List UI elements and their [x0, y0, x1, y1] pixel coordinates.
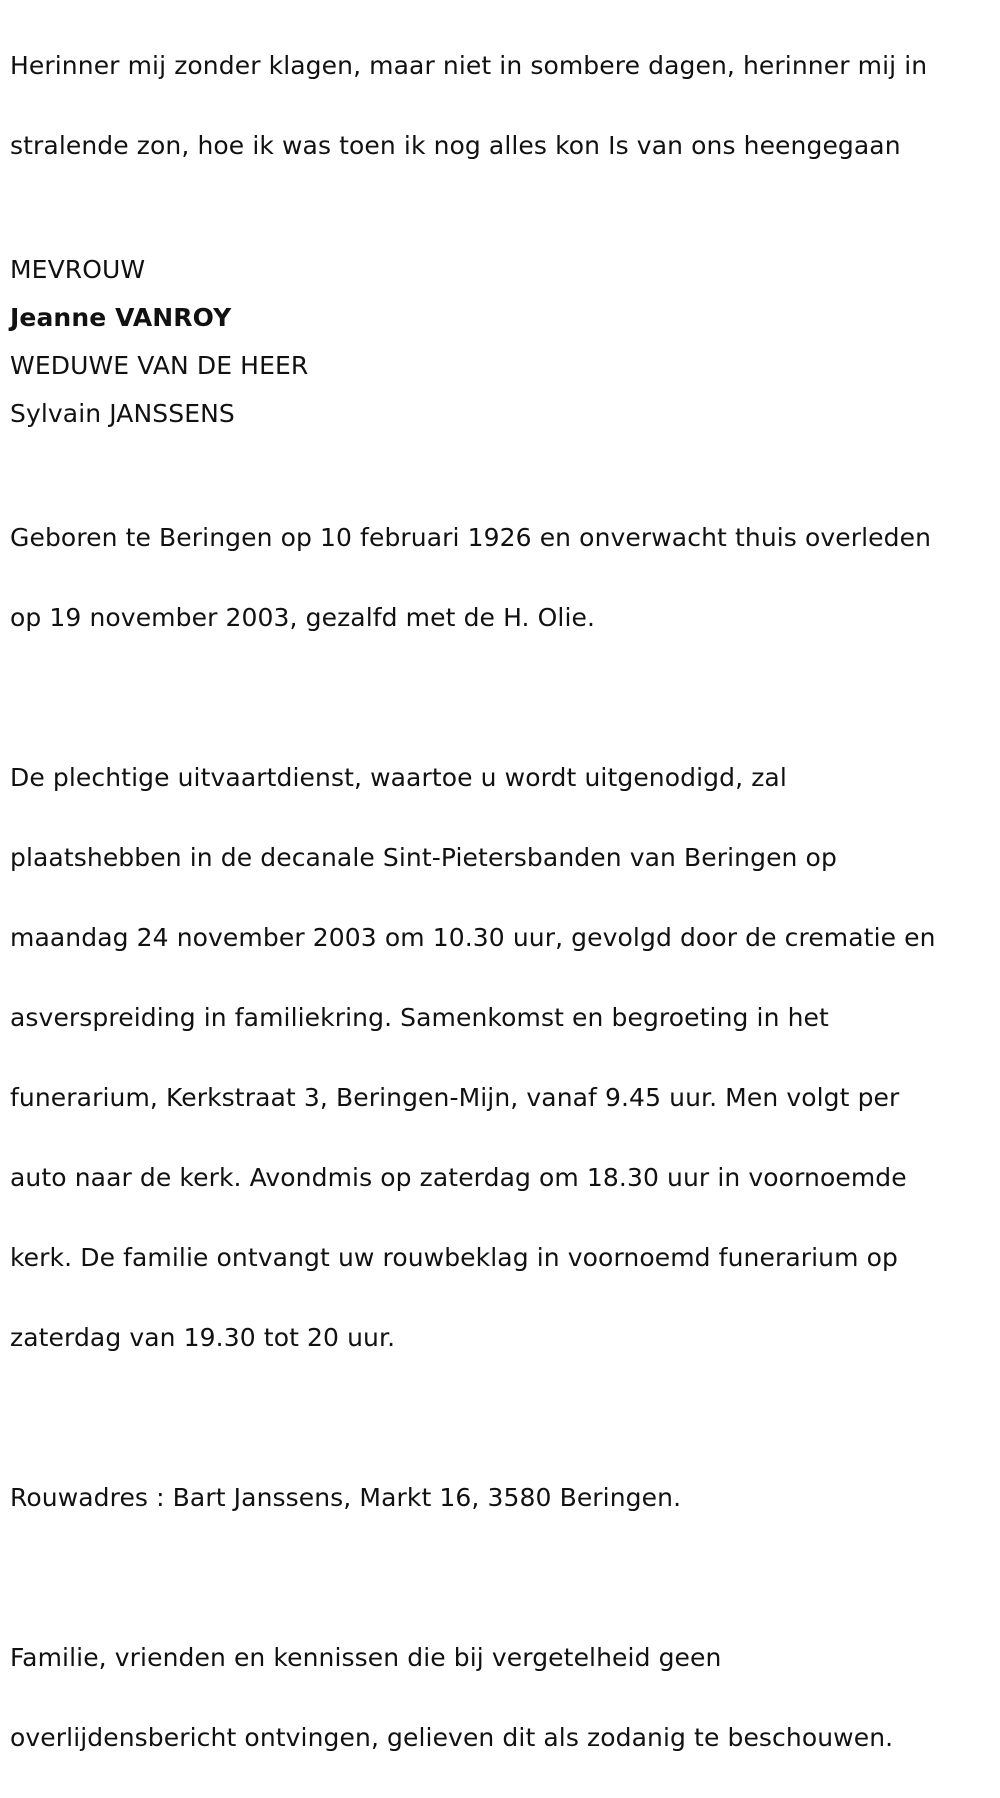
mourning-address: Rouwadres : Bart Janssens, Markt 16, 3580 Beringen. — [10, 1483, 682, 1512]
text-line: Familie, vrienden en kennissen die bij vergetelheid geen — [10, 1643, 722, 1672]
text-line: asverspreiding in familiekring. Samenkomst en begroeting in het — [10, 1003, 829, 1032]
text-line: funerarium, Kerkstraat 3, Beringen-Mijn, vanaf 9.45 uur. Men volgt per — [10, 1083, 900, 1112]
poem-verse — [10, 6, 995, 206]
deceased-name: Jeanne VANROY — [10, 303, 232, 332]
address-paragraph — [10, 1438, 995, 1558]
poem-line: stralende zon, hoe ik was toen ik nog alles kon Is van ons heengegaan — [10, 131, 901, 160]
death-notice — [10, 6, 995, 1798]
closing-paragraph — [10, 1598, 995, 1798]
text-line: plaatshebben in de decanale Sint-Pietersbanden van Beringen op — [10, 843, 837, 872]
text-line: De plechtige uitvaartdienst, waartoe u wordt uitgenodigd, zal — [10, 763, 787, 792]
text-line: Geboren te Beringen op 10 februari 1926 en onverwacht thuis overleden — [10, 523, 932, 552]
birth-death-paragraph — [10, 478, 995, 678]
text-line: overlijdensbericht ontvingen, gelieven dit als zodanig te beschouwen. — [10, 1723, 894, 1752]
text-line: kerk. De familie ontvangt uw rouwbeklag in voornoemd funerarium op — [10, 1243, 898, 1272]
deceased-block — [10, 246, 995, 438]
text-line: maandag 24 november 2003 om 10.30 uur, gevolgd door de crematie en — [10, 923, 936, 952]
poem-line: Herinner mij zonder klagen, maar niet in sombere dagen, herinner mij in — [10, 51, 928, 80]
widow-of-line: WEDUWE VAN DE HEER — [10, 351, 309, 380]
text-line: op 19 november 2003, gezalfd met de H. Olie. — [10, 603, 596, 632]
funeral-paragraph — [10, 718, 995, 1398]
text-line: zaterdag van 19.30 tot 20 uur. — [10, 1323, 396, 1352]
text-line: auto naar de kerk. Avondmis op zaterdag om 18.30 uur in voornoemde — [10, 1163, 907, 1192]
spouse-name: Sylvain JANSSENS — [10, 399, 235, 428]
title-line: MEVROUW — [10, 255, 146, 284]
